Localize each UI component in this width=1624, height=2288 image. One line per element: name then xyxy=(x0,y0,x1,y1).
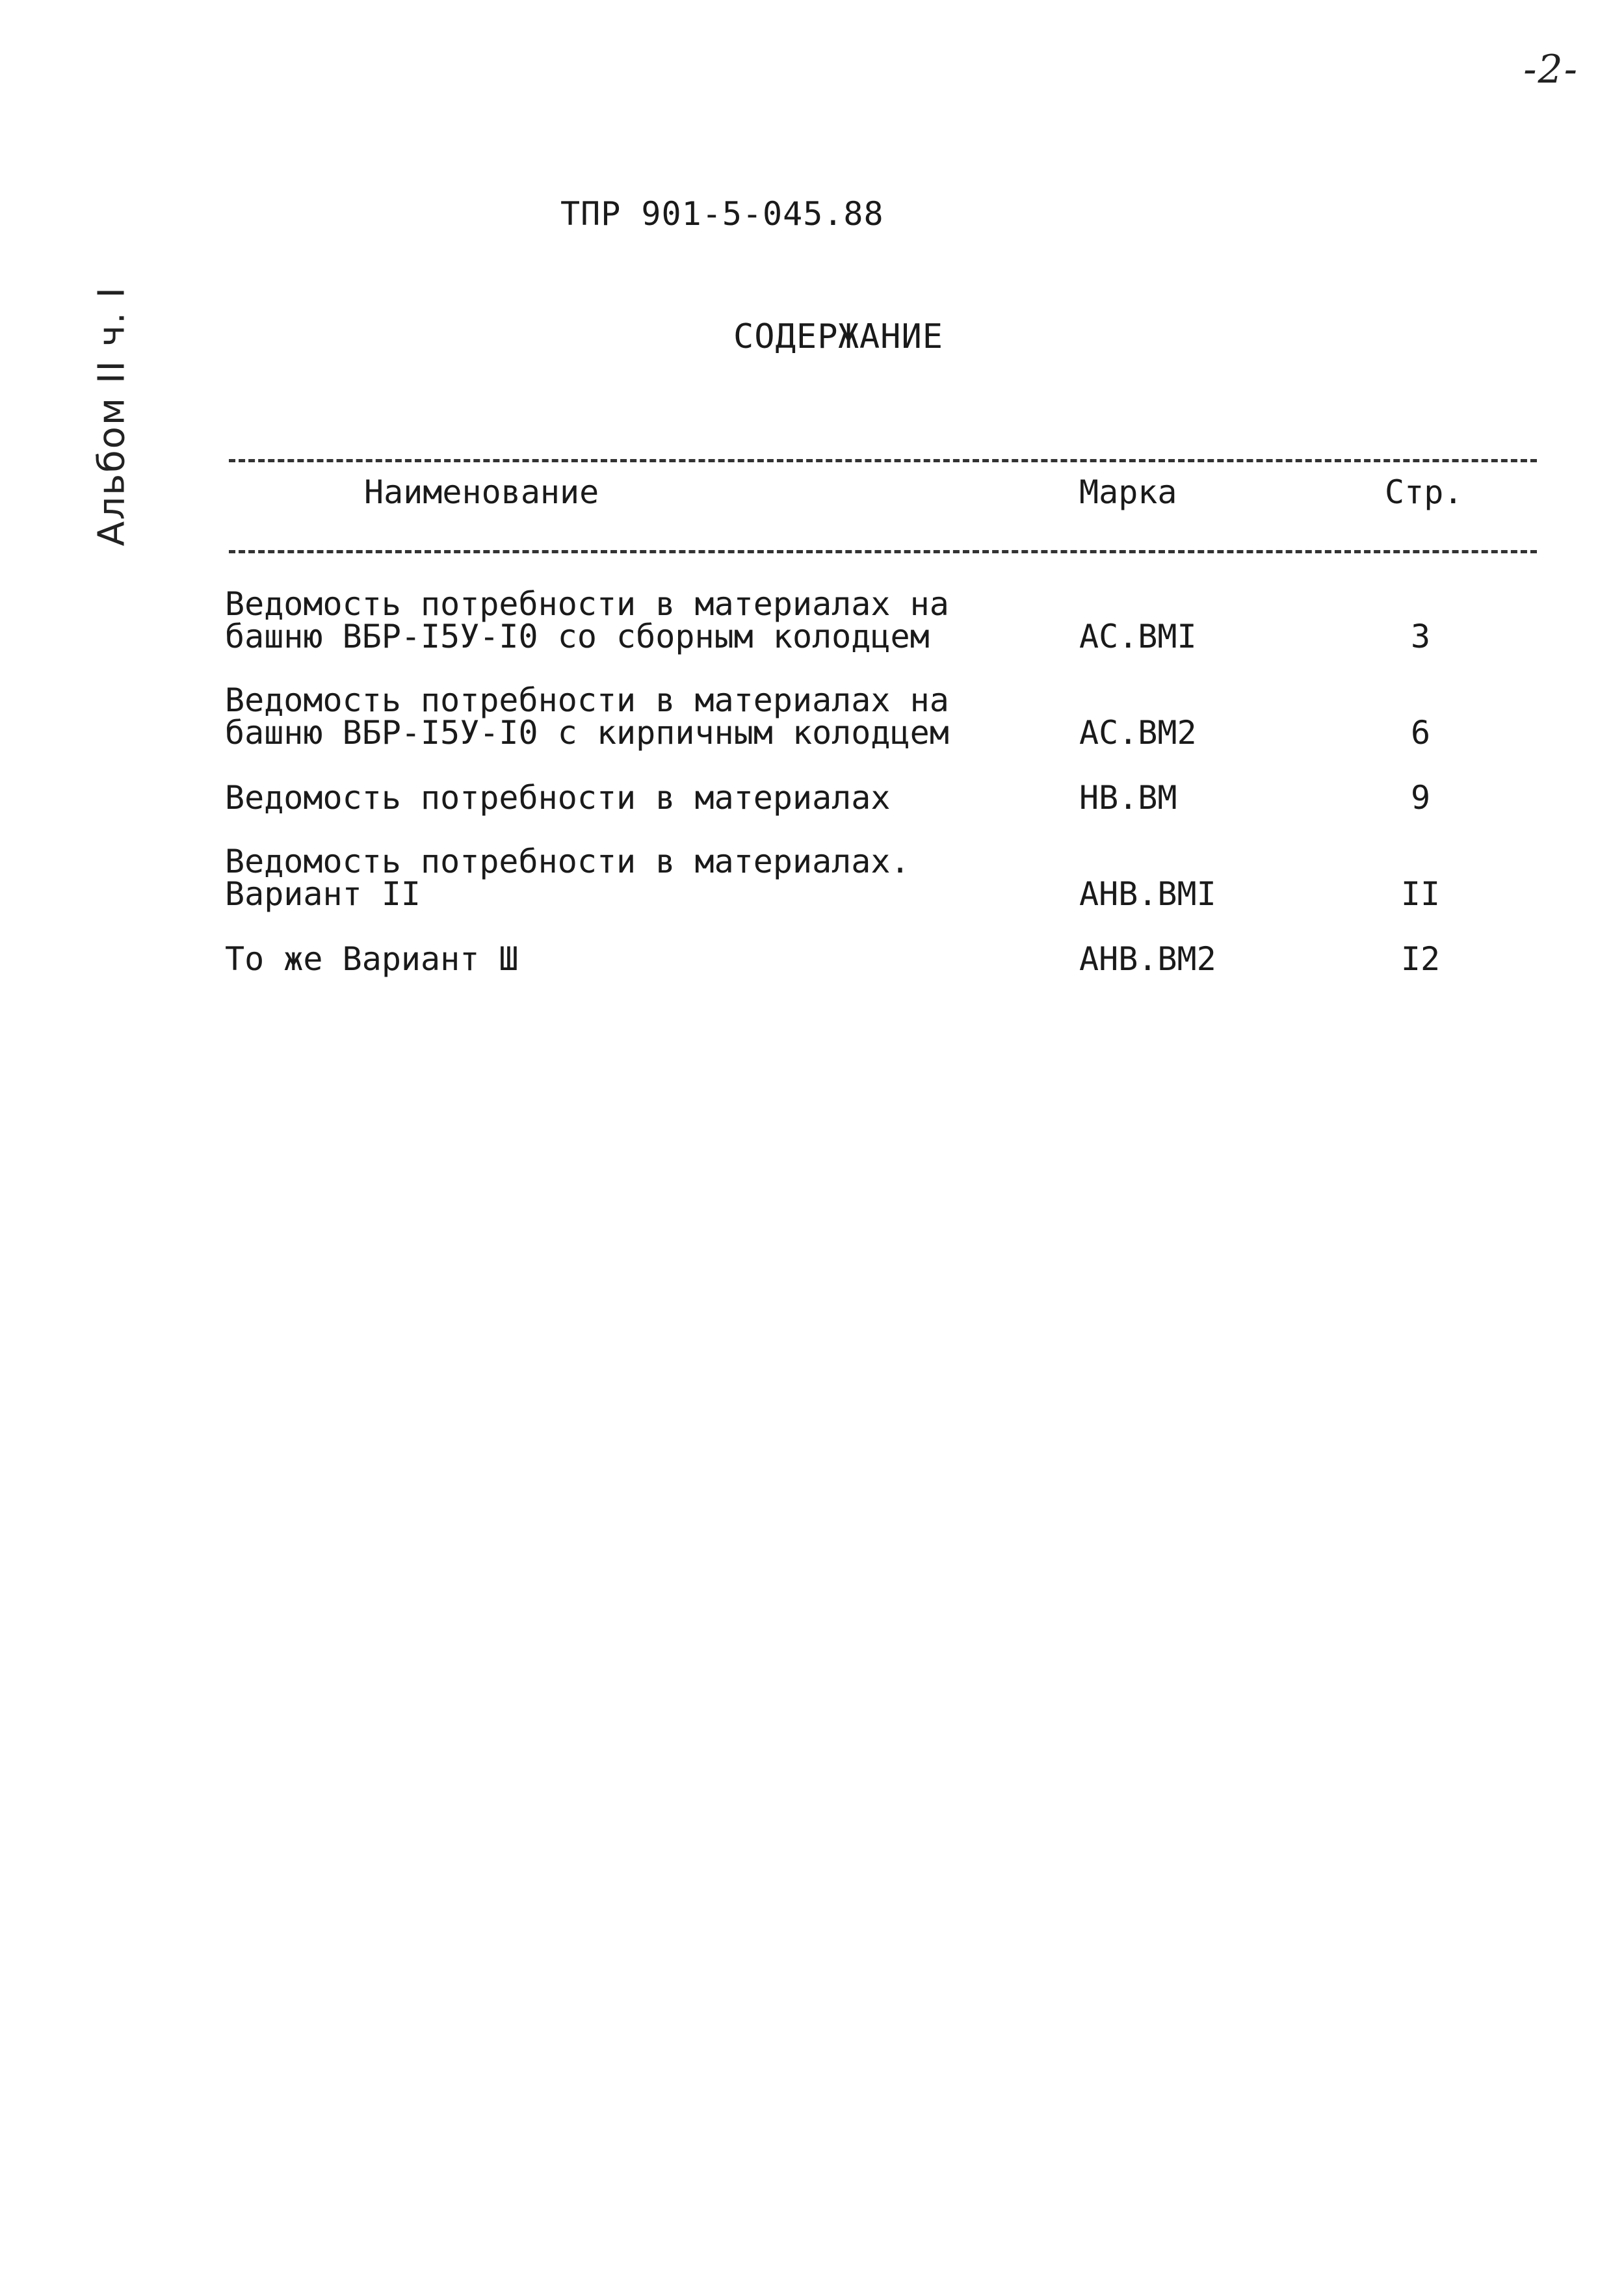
row-page: I2 xyxy=(1400,940,1441,978)
page-number: -2- xyxy=(1523,47,1578,92)
column-header-mark: Марка xyxy=(1079,473,1177,511)
table-top-rule xyxy=(229,459,1537,462)
row-mark: АС.ВМI xyxy=(1079,618,1197,655)
contents-heading: СОДЕРЖАНИЕ xyxy=(733,317,944,356)
column-header-name: Наименование xyxy=(364,473,599,511)
document-code: ТПР 901-5-045.88 xyxy=(560,195,884,233)
column-header-page: Стр. xyxy=(1385,473,1463,511)
row-page: 6 xyxy=(1410,714,1431,752)
row-mark: НВ.ВМ xyxy=(1079,779,1177,817)
row-title: Ведомость потребности в материалах xyxy=(225,779,891,817)
row-mark: АНВ.ВМI xyxy=(1079,875,1216,913)
row-page: II xyxy=(1400,875,1441,913)
row-title: Ведомость потребности в материалах на башню ВБР-I5У-I0 с кирпичным колодцем xyxy=(225,681,949,752)
row-title: То же Вариант Ш xyxy=(225,940,519,978)
row-page: 3 xyxy=(1410,618,1431,655)
row-mark: АС.ВМ2 xyxy=(1079,714,1197,752)
row-page: 9 xyxy=(1410,779,1431,817)
row-title: Ведомость потребности в материалах на башню ВБР-I5У-I0 со сборным колодцем xyxy=(225,585,949,655)
table-header-rule xyxy=(229,550,1537,553)
side-album-label: Альбом II ч. I xyxy=(90,286,133,546)
row-mark: АНВ.ВМ2 xyxy=(1079,940,1216,978)
row-title: Ведомость потребности в материалах. Вариант II xyxy=(225,843,910,913)
